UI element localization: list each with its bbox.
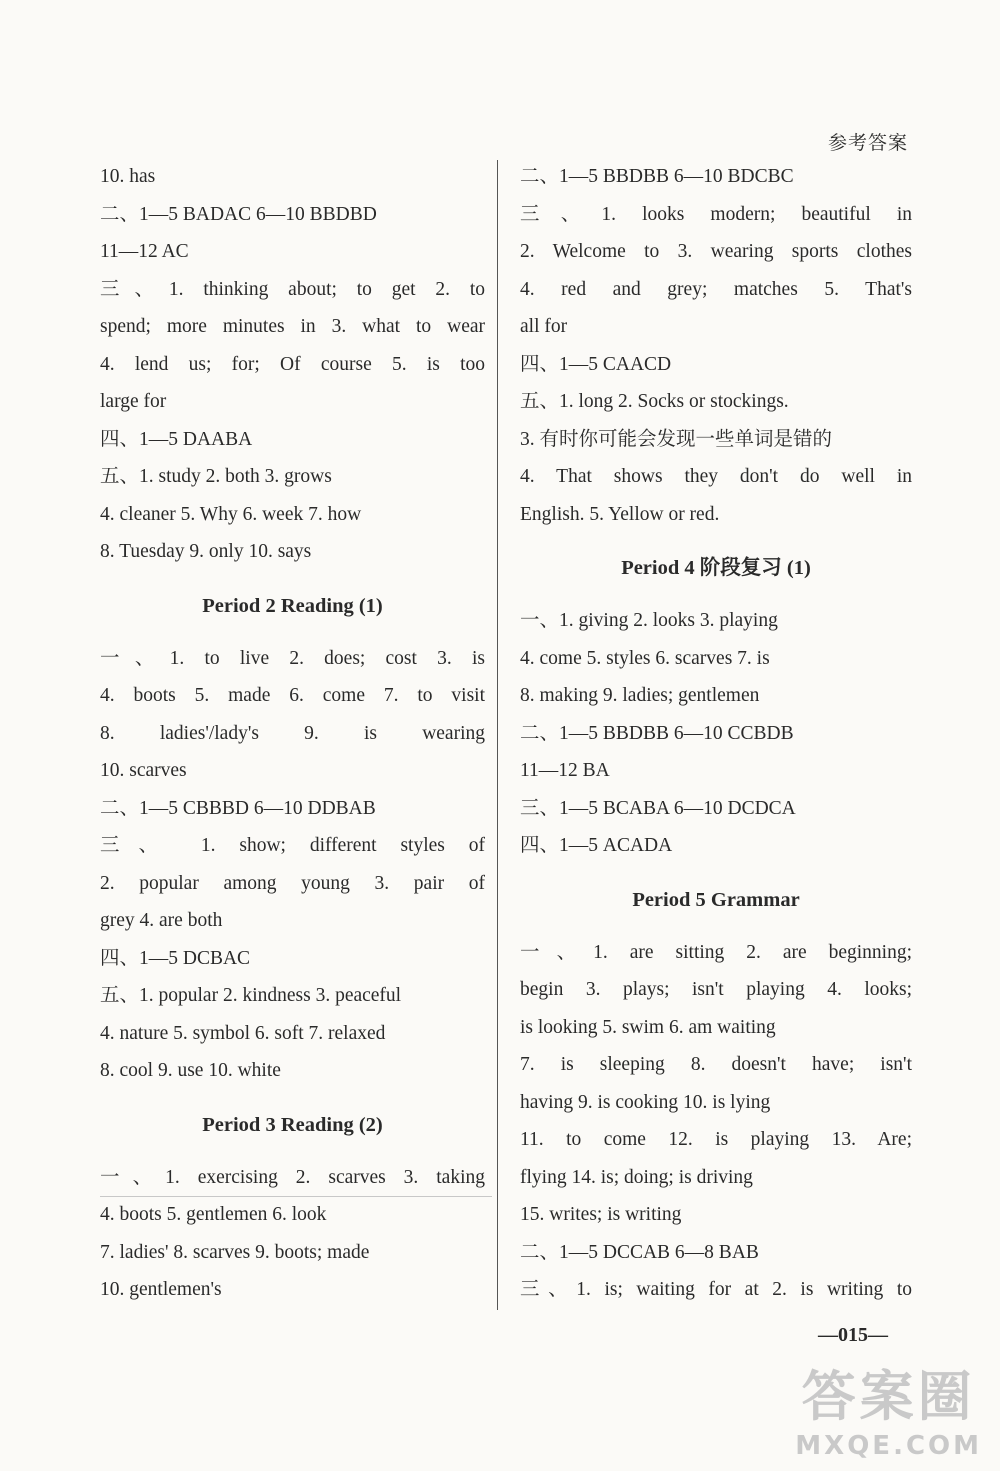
answer-line: 一、1. to live 2. does; cost 3. is bbox=[100, 647, 485, 669]
answer-line: 15. writes; is writing bbox=[520, 1204, 682, 1225]
answer-line: 4. nature 5. symbol 6. soft 7. relaxed bbox=[100, 1022, 386, 1044]
answer-line: 五、1. popular 2. kindness 3. peaceful bbox=[100, 985, 402, 1006]
watermark-logo: 答案圈 bbox=[801, 1365, 976, 1428]
answer-line: 2. popular among young 3. pair of bbox=[100, 872, 485, 894]
answer-line: 五、1. study 2. both 3. grows bbox=[100, 466, 332, 487]
column-divider bbox=[497, 160, 498, 1310]
answer-line: 8. making 9. ladies; gentlemen bbox=[520, 685, 760, 706]
site-watermark bbox=[795, 1354, 982, 1461]
answer-line: begin 3. plays; isn't playing 4. looks; bbox=[520, 979, 912, 1000]
answer-line: 三、1. looks modern; beautiful in bbox=[520, 203, 912, 225]
answer-line: 8. cool 9. use 10. white bbox=[100, 1060, 281, 1081]
left-answer-column bbox=[100, 158, 485, 1309]
answer-line: 一、1. exercising 2. scarves 3. taking bbox=[100, 1166, 485, 1188]
answer-line: 4. lend us; for; Of course 5. is too bbox=[100, 353, 485, 375]
answer-line: 7. is sleeping 8. doesn't have; isn't bbox=[520, 1054, 912, 1075]
answer-line: 二、1—5 BBDBB 6—10 BDCBC bbox=[520, 166, 794, 187]
answer-line: 10. gentlemen's bbox=[100, 1279, 222, 1300]
answer-line: grey 4. are both bbox=[100, 910, 223, 931]
right-answer-column bbox=[520, 158, 912, 1309]
answer-line: 4. red and grey; matches 5. That's bbox=[520, 278, 912, 300]
answer-line: flying 14. is; doing; is driving bbox=[520, 1166, 753, 1188]
section-title: Period 2 Reading (1) bbox=[202, 594, 383, 617]
answer-line: having 9. is cooking 10. is lying bbox=[520, 1091, 771, 1113]
answer-line: 二、1—5 BADAC 6—10 BBDBD bbox=[100, 203, 377, 225]
section-title: Period 3 Reading (2) bbox=[202, 1113, 383, 1136]
answer-line: 三、1. is; waiting for at 2. is writing to bbox=[520, 1279, 912, 1300]
answer-line: is looking 5. swim 6. am waiting bbox=[520, 1016, 776, 1038]
answer-line: 11—12 BA bbox=[520, 760, 610, 781]
answer-line: 四、1—5 CAACD bbox=[520, 353, 672, 375]
answer-line: 四、1—5 DCBAC bbox=[100, 947, 251, 969]
page-number: —015— bbox=[818, 1324, 888, 1346]
answer-line: 三、1—5 BCABA 6—10 DCDCA bbox=[520, 797, 796, 819]
answer-line: large for bbox=[100, 391, 167, 412]
answer-line: 4. boots 5. made 6. come 7. to visit bbox=[100, 685, 485, 706]
answer-line: 四、1—5 DAABA bbox=[100, 428, 253, 450]
answer-line: 二、1—5 BBDBB 6—10 CCBDB bbox=[520, 722, 794, 744]
answer-line: 二、1—5 DCCAB 6—8 BAB bbox=[520, 1241, 759, 1263]
answer-line: 三、 1. show; different styles of bbox=[100, 835, 485, 856]
section-title: Period 4 阶段复习 (1) bbox=[621, 557, 811, 579]
answer-line: 3. 有时你可能会发现一些单词是错的 bbox=[520, 428, 833, 450]
answer-line: 一、1. are sitting 2. are beginning; bbox=[520, 941, 912, 963]
watermark-domain: MXQE.COM bbox=[795, 1431, 982, 1461]
answer-line: 4. come 5. styles 6. scarves 7. is bbox=[520, 647, 770, 669]
faint-rule bbox=[100, 1196, 492, 1197]
answer-line: spend; more minutes in 3. what to wear bbox=[100, 316, 485, 337]
answer-line: 4. That shows they don't do well in bbox=[520, 466, 912, 487]
answer-line: 10. has bbox=[100, 166, 156, 187]
answer-line: 10. scarves bbox=[100, 760, 187, 781]
answer-line: 4. cleaner 5. Why 6. week 7. how bbox=[100, 503, 362, 525]
answer-line: 2. Welcome to 3. wearing sports clothes bbox=[520, 241, 912, 262]
answer-line: 7. ladies' 8. scarves 9. boots; made bbox=[100, 1241, 370, 1263]
answer-line: all for bbox=[520, 316, 568, 337]
section-title: Period 5 Grammar bbox=[632, 888, 800, 911]
answer-line: 五、1. long 2. Socks or stockings. bbox=[520, 391, 789, 412]
page-header: 参考答案 bbox=[827, 132, 908, 154]
answer-line: 四、1—5 ACADA bbox=[520, 835, 673, 856]
answer-line: 二、1—5 CBBBD 6—10 DDBAB bbox=[100, 797, 376, 819]
answer-line: 11. to come 12. is playing 13. Are; bbox=[520, 1129, 912, 1150]
answer-line: 三、1. thinking about; to get 2. to bbox=[100, 278, 485, 300]
answer-line: 8. ladies'/lady's 9. is wearing bbox=[100, 722, 485, 744]
answer-line: English. 5. Yellow or red. bbox=[520, 503, 720, 525]
answer-line: 11—12 AC bbox=[100, 241, 189, 262]
answer-line: 一、1. giving 2. looks 3. playing bbox=[520, 610, 778, 631]
answer-line: 8. Tuesday 9. only 10. says bbox=[100, 541, 312, 562]
answer-line: 4. boots 5. gentlemen 6. look bbox=[100, 1204, 327, 1225]
